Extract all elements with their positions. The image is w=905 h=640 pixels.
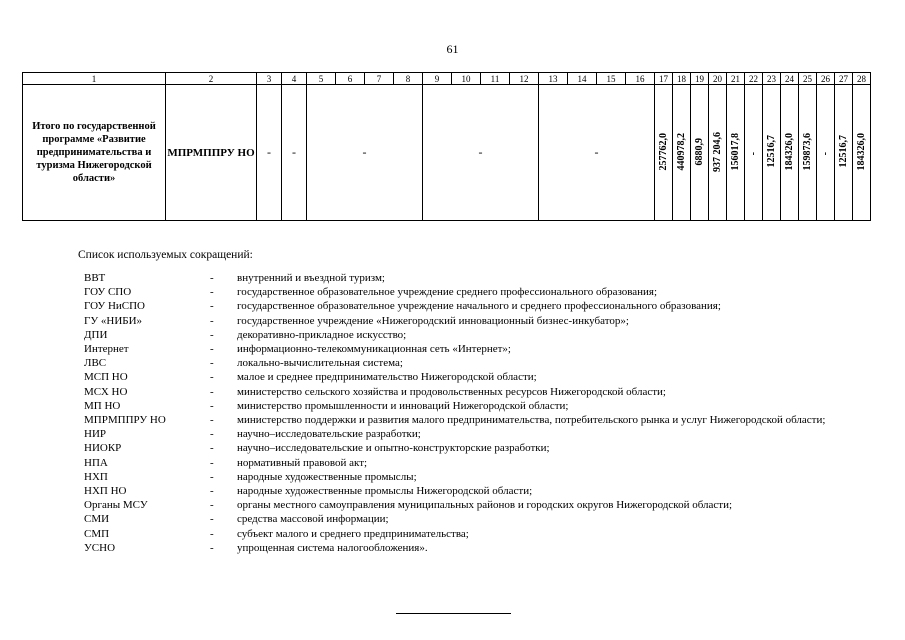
header-cell: 16 [626,73,655,85]
header-cell: 17 [655,73,673,85]
header-cell: 14 [568,73,597,85]
value-text: 12516,7 [765,135,777,168]
abbreviation-term: Органы МСУ [84,499,148,512]
header-cell: 21 [727,73,745,85]
value-text: 184326,0 [783,132,795,171]
abbreviation-definition: субъект малого и среднего предпринимательства; [237,527,469,540]
abbreviation-term: Интернет [84,343,129,356]
abbreviation-entry [84,271,854,285]
value-cell-col-25 [799,85,817,221]
header-cell: 19 [691,73,709,85]
abbreviation-definition: средства массовой информации; [237,513,389,526]
value-cell-col-19 [691,85,709,221]
abbreviation-definition: министерство сельского хозяйства и продовольственных ресурсов Нижегородской области; [237,385,666,398]
abbreviation-entry [84,456,854,470]
abbreviation-entry [84,470,854,484]
abbreviation-term: МСХ НО [84,385,128,398]
header-cell: 23 [763,73,781,85]
abbreviation-entry [84,385,854,399]
abbreviation-term: ЛВС [84,357,107,370]
abbreviation-term: НПА [84,456,108,469]
header-cell: 27 [835,73,853,85]
program-name-cell: Итого по государственной программе «Развитие предпринимательства и туризма Нижегородской области» [23,85,166,221]
abbreviation-entry [84,328,854,342]
abbreviation-term: ДПИ [84,328,108,341]
abbreviation-definition: малое и среднее предпринимательство Нижегородской области; [237,371,537,384]
footnote-separator-line [396,613,511,614]
value-text: 440978,2 [675,132,687,171]
abbreviation-term: МП НО [84,399,121,412]
abbreviation-dash: - [210,314,214,327]
abbreviation-dash: - [210,513,214,526]
abbreviation-dash: - [210,385,214,398]
value-cell-col-21 [727,85,745,221]
abbreviation-term: СМП [84,527,110,540]
abbreviation-entry [84,299,854,313]
abbreviation-dash: - [210,499,214,512]
header-cell: 15 [597,73,626,85]
abbreviation-dash: - [210,272,214,284]
abbreviation-entry [84,413,854,427]
abbreviation-entry [84,427,854,441]
header-cell: 8 [394,73,423,85]
cols-9-12-cell: - [423,85,539,221]
value-text: 937 204,6 [711,131,723,172]
abbreviation-entry [84,370,854,384]
abbreviation-definition: локально-вычислительная система; [237,357,403,370]
abbreviation-entry [84,342,854,356]
abbreviations-list [84,271,854,555]
header-row [23,73,871,85]
value-text: 156017,8 [729,132,741,171]
abbreviation-entry [84,399,854,413]
abbreviation-definition: упрощенная система налогообложения». [237,541,428,554]
header-cell: 25 [799,73,817,85]
abbreviation-dash: - [210,300,214,313]
header-cell: 24 [781,73,799,85]
cols-5-8-cell: - [307,85,423,221]
header-cell: 7 [365,73,394,85]
value-text: 257762,0 [657,132,669,171]
abbreviation-dash: - [210,485,214,498]
header-cell: 2 [166,73,257,85]
value-cell-col-26 [817,85,835,221]
abbreviation-entry [84,484,854,498]
abbreviation-term: ВВТ [84,272,106,284]
abbreviation-term: НХП [84,470,108,483]
value-cell-col-23 [763,85,781,221]
col-3-cell: - [257,85,282,221]
abbreviation-term: НИР [84,428,107,441]
abbreviation-definition: министерство поддержки и развития малого предпринимательства, потребительского рынка и услуг Нижегородской области; [237,414,826,427]
abbreviation-definition: государственное образовательное учреждение начального и среднего профессионального образования; [237,300,721,313]
header-cell: 22 [745,73,763,85]
abbreviation-dash: - [210,456,214,469]
header-cell: 10 [452,73,481,85]
abbreviation-definition: министерство промышленности и инноваций Нижегородской области; [237,399,569,412]
page-number: 61 [446,42,459,56]
abbreviation-definition: научно–исследовательские разработки; [237,428,421,441]
header-cell: 18 [673,73,691,85]
abbreviation-definition: органы местного самоуправления муниципальных районов и городских округов Нижегородской области; [237,499,733,512]
abbreviation-dash: - [210,343,214,356]
value-cell-col-20 [709,85,727,221]
abbreviation-term: НИОКР [84,442,122,455]
abbreviation-entry [84,498,854,512]
value-cell-col-22 [745,85,763,221]
header-cell: 28 [853,73,871,85]
abbreviation-term: СМИ [84,513,110,526]
abbreviation-dash: - [210,442,214,455]
value-cell-col-27 [835,85,853,221]
abbreviation-dash: - [210,371,214,384]
value-cell-col-28 [853,85,871,221]
abbreviation-definition: научно–исследовательские и опытно-конструкторские разработки; [237,442,550,455]
abbreviation-entry [84,441,854,455]
abbreviation-term: ГУ «НИБИ» [84,314,143,327]
abbreviation-dash: - [210,357,214,370]
value-text: - [747,152,759,156]
value-text: 6880,9 [693,137,705,166]
value-text: 12516,7 [837,135,849,168]
value-text: - [819,152,831,156]
abbreviation-definition: народные художественные промыслы Нижегородской области; [237,485,533,498]
abbreviation-term: МСП НО [84,371,128,384]
header-cell: 5 [307,73,336,85]
abbreviation-definition: внутренний и въездной туризм; [237,272,385,284]
abbreviation-definition: народные художественные промыслы; [237,470,417,483]
responsible-executor-cell: МПРМППРУ НО [166,85,257,221]
abbreviation-definition: нормативный правовой акт; [237,456,368,469]
value-cell-col-17 [655,85,673,221]
abbreviation-dash: - [210,286,214,299]
header-cell: 20 [709,73,727,85]
abbreviations-title: Список используемых сокращений: [78,249,253,261]
totals-row [23,85,871,221]
cols-13-16-cell: - [539,85,655,221]
abbreviation-term: ГОУ НиСПО [84,300,146,313]
header-cell: 12 [510,73,539,85]
abbreviation-dash: - [210,399,214,412]
abbreviation-entry [84,285,854,299]
col-4-cell: - [282,85,307,221]
abbreviation-dash: - [210,541,214,554]
abbreviation-term: НХП НО [84,485,127,498]
abbreviation-dash: - [210,527,214,540]
header-cell: 9 [423,73,452,85]
abbreviation-entry [84,314,854,328]
header-cell: 3 [257,73,282,85]
abbreviation-dash: - [210,414,214,427]
abbreviation-definition: декоративно-прикладное искусство; [237,328,407,341]
abbreviation-dash: - [210,328,214,341]
abbreviation-entry [84,527,854,541]
header-cell: 26 [817,73,835,85]
header-cell: 1 [23,73,166,85]
abbreviation-dash: - [210,470,214,483]
value-text: 184326,0 [855,132,867,171]
abbreviation-definition: государственное образовательное учреждение среднего профессионального образования; [237,286,658,299]
header-cell: 4 [282,73,307,85]
abbreviation-definition: информационно-телекоммуникационная сеть «Интернет»; [237,343,511,356]
header-cell: 11 [481,73,510,85]
value-cell-col-18 [673,85,691,221]
abbreviation-entry [84,512,854,526]
abbreviation-entry [84,541,854,555]
abbreviation-entry [84,356,854,370]
program-totals-table [22,72,871,221]
abbreviation-term: ГОУ СПО [84,286,132,299]
header-cell: 13 [539,73,568,85]
abbreviation-dash: - [210,428,214,441]
abbreviation-term: МПРМППРУ НО [84,414,166,427]
abbreviation-term: УСНО [84,541,116,554]
value-cell-col-24 [781,85,799,221]
value-text: 159873,6 [801,132,813,171]
header-cell: 6 [336,73,365,85]
abbreviation-definition: государственное учреждение «Нижегородский инновационный бизнес-инкубатор»; [237,314,629,327]
